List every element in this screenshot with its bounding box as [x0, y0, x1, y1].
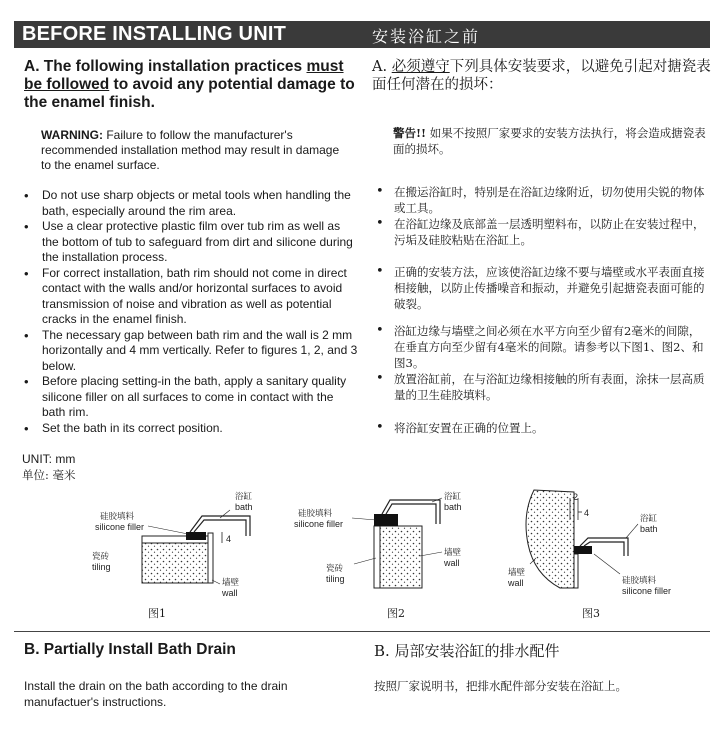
- section-b-title-cn: B. 局部安装浴缸的排水配件: [374, 642, 560, 660]
- bullet-list-cn: [376, 323, 708, 403]
- section-b-body-cn: 按照厂家说明书，把排水配件部分安装在浴缸上。: [374, 679, 627, 693]
- unit-label-en: UNIT: mm: [22, 452, 76, 466]
- warning-en: [41, 128, 341, 173]
- section-a-title-cn-prefix: A.: [372, 59, 392, 75]
- fig2-tiling-label-en: tiling: [326, 574, 345, 584]
- section-a-title-cn: [372, 58, 712, 94]
- fig2-bath-label-en: bath: [444, 502, 462, 512]
- warning-cn-text: 如果不按照厂家要求的安装方法执行，将会造成搪瓷表面的损坏。: [393, 126, 706, 156]
- fig3-bath-label-en: bath: [640, 524, 658, 534]
- section-a-title-en-suffix: to avoid any potential damage to the enamel finish.: [24, 76, 355, 111]
- bullet-item-cn: • 在搬运浴缸时，特别是在浴缸边缘附近，切勿使用尖锐的物体或工具。: [376, 184, 708, 216]
- bullet-item-en: • For correct installation, bath rim should not come in direct contact with the walls and/or horizontal surfaces to avoid transmission of noise and vibration as well as potential cracks in the enamel finish.: [24, 266, 359, 328]
- bullet-item-en: • Use a clear protective plastic film over tub rim as well as the bottom of tub to safeguard from dirt and silicone during the installation process.: [24, 219, 359, 266]
- fig2-wall-label-en: wall: [444, 558, 460, 568]
- fig1-tiling-label-en: tiling: [92, 562, 111, 572]
- figure-1: [90, 488, 270, 618]
- section-a-title-en: [24, 58, 364, 112]
- warning-cn-label: 警告!!: [393, 126, 427, 140]
- fig3-bath-label-cn: 浴缸: [640, 514, 658, 524]
- bullet-item-cn: • 正确的安装方法，应该使浴缸边缘不要与墙壁或水平表面直接相接触，以防止传播噪音和振动，并避免引起搪瓷表面可能的破裂。: [376, 264, 708, 312]
- fig1-wall-label-en: wall: [222, 588, 238, 598]
- bullet-item-en: • The necessary gap between bath rim and the wall is 2 mm horizontally and 4 mm vertically. Refer to figures 1, 2, and 3 below.: [24, 328, 359, 375]
- fig1-filler-label-en: silicone filler: [95, 522, 145, 532]
- header-title-en: BEFORE INSTALLING UNIT: [22, 23, 287, 45]
- fig1-gap-label: 4: [226, 534, 232, 544]
- fig2-filler-label-cn: 硅胶填料: [298, 509, 333, 519]
- header-title-cn: 安装浴缸之前: [372, 27, 481, 46]
- bullet-item-cn: • 将浴缸安置在正确的位置上。: [376, 420, 708, 436]
- fig2-tiling-label-cn: 瓷砖: [326, 564, 344, 574]
- section-a-title-cn-suffix: 下列具体安装要求，以避免引起对搪瓷表面任何潜在的损坏：: [372, 59, 711, 93]
- fig3-caption: 图3: [582, 607, 600, 620]
- section-a-title-en-prefix: A. The following installation practices: [24, 58, 303, 75]
- bullet-item-en: • Do not use sharp objects or metal tools when handling the bath, especially around the rim area.: [24, 188, 359, 219]
- unit-label-cn: 单位: 毫米: [22, 468, 76, 482]
- section-b-title-en: B. Partially Install Bath Drain: [24, 641, 236, 658]
- warning-en-label: WARNING:: [41, 128, 103, 142]
- bullet-item-cn: • 在浴缸边缘及底部盖一层透明塑料布，以防止在安装过程中，污垢及硅胶粘贴在浴缸上。: [376, 216, 708, 248]
- fig3-gap-h-label: 2: [573, 492, 579, 502]
- fig2-bath-label-cn: 浴缸: [444, 492, 462, 502]
- fig1-caption: 图1: [148, 607, 166, 620]
- bullet-item-cn: • 浴缸边缘与墙壁之间必须在水平方向至少留有2毫米的间隙，在垂直方向至少留有4毫米的间隙。请参考以下图1、图2、和图3。: [376, 323, 708, 371]
- bullet-item-en: • Set the bath in its correct position.: [24, 421, 359, 437]
- fig1-bath-label-en: bath: [235, 502, 253, 512]
- figure-3-diagram: [500, 484, 710, 618]
- section-a-title-cn-underlined: 必须遵守: [391, 59, 450, 75]
- fig3-filler-label-cn: 硅胶填料: [622, 576, 657, 586]
- fig3-filler-label-en: silicone filler: [622, 586, 672, 596]
- warning-cn: [393, 125, 708, 157]
- fig2-caption: 图2: [387, 607, 405, 620]
- bullet-item-en: • Before placing setting-in the bath, apply a sanitary quality silicone filler on all surfaces to come in contact with the bath rim.: [24, 374, 359, 421]
- bullet-list-en: [24, 188, 359, 436]
- figure-3: [500, 484, 710, 618]
- section-a-title-en-underlined: must be followed: [24, 58, 344, 93]
- fig3-wall-label-cn: 墙壁: [508, 568, 526, 578]
- figure-2: [292, 488, 467, 618]
- bullet-list-cn: [376, 264, 708, 312]
- bullet-item-cn: • 放置浴缸前，在与浴缸边缘相接触的所有表面，涂抹一层高质量的卫生硅胶填料。: [376, 371, 708, 403]
- fig2-filler-label-en: silicone filler: [294, 519, 344, 529]
- fig1-filler-label-cn: 硅胶填料: [100, 512, 135, 522]
- section-divider: [14, 631, 710, 632]
- fig1-bath-label-cn: 浴缸: [235, 492, 253, 502]
- bullet-list-cn: [376, 184, 708, 248]
- fig1-tiling-label-cn: 瓷砖: [92, 552, 110, 562]
- fig1-wall-label-cn: 墙壁: [222, 578, 240, 588]
- figure-2-diagram: [292, 488, 467, 618]
- fig3-wall-label-en: wall: [508, 578, 524, 588]
- fig2-wall-label-cn: 墙壁: [444, 548, 462, 558]
- warning-en-text: Failure to follow the manufacturer's recommended installation method may result in damage to the enamel surface.: [41, 128, 340, 172]
- bullet-list-cn: [376, 420, 708, 436]
- section-b-body-en: Install the drain on the bath according to the drain manufactuer's instructions.: [24, 679, 288, 709]
- fig3-gap-v-label: 4: [584, 508, 590, 518]
